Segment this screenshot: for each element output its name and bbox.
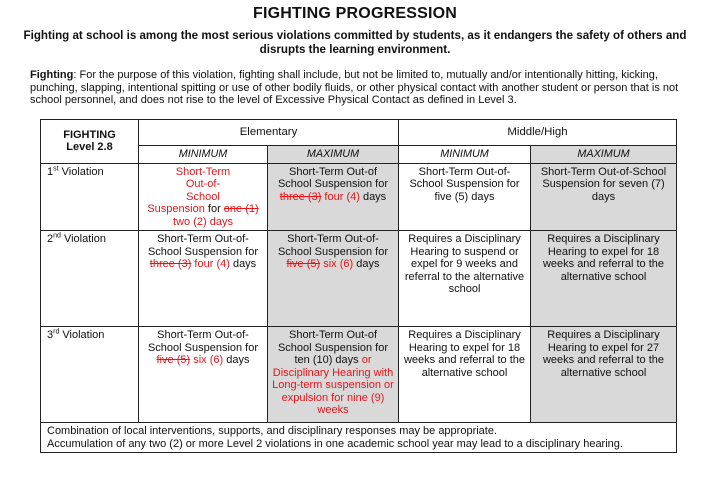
- row-label-3rd-violation: 3rd Violation: [41, 327, 139, 423]
- header-row: [41, 120, 677, 146]
- row-label-2nd-violation: 2nd Violation: [41, 231, 139, 327]
- middle-high-max-cell: Short-Term Out-of-School Suspension for seven (7) days: [531, 163, 677, 231]
- elementary-min-cell: Short-Term Out-of- School Suspension for one (1) two (2) days: [139, 163, 268, 231]
- level-header-line1: FIGHTING: [63, 129, 116, 142]
- level-header-line2: Level 2.8: [66, 141, 113, 154]
- middle-high-min-cell: Requires a Disciplinary Hearing to expel for 18 weeks and referral to the alternative school: [399, 327, 531, 423]
- elementary-maximum-header: MAXIMUM: [268, 146, 399, 164]
- middle-high-max-cell: Requires a Disciplinary Hearing to expel for 27 weeks and referral to the alternative school: [531, 327, 677, 423]
- page-title: FIGHTING PROGRESSION: [252, 5, 457, 22]
- middle-high-minimum-header: MINIMUM: [399, 146, 531, 164]
- lead-statement: Fighting at school is among the most serious violations committed by students, as it endangers the safety of others and disrupts the learning environment.: [23, 29, 687, 56]
- elementary-min-cell: Short-Term Out-of- School Suspension for five (5) six (6) days: [139, 327, 268, 423]
- middle-high-header: Middle/High: [399, 120, 677, 146]
- definition-term: Fighting: [30, 69, 74, 81]
- level-header: [41, 120, 139, 164]
- elementary-header: Elementary: [139, 120, 399, 146]
- elementary-max-cell: Short-Term Out-of School Suspension for three (3) four (4) days: [268, 163, 399, 231]
- middle-high-max-cell: Requires a Disciplinary Hearing to expel for 18 weeks and referral to the alternative school: [531, 231, 677, 327]
- table-row: [41, 327, 677, 423]
- elementary-max-cell: Short-Term Out-of- School Suspension for five (5) six (6) days: [268, 231, 399, 327]
- elementary-max-cell: Short-Term Out-of School Suspension for ten (10) days or Disciplinary Hearing with Long-term suspension or expulsion for nine (9) weeks: [268, 327, 399, 423]
- middle-high-min-cell: Requires a Disciplinary Hearing to suspend or expel for 9 weeks and referral to the alternative school: [399, 231, 531, 327]
- footer-note-2: Accumulation of any two (2) or more Level 2 violations in one academic school year may lead to a disciplinary hearing.: [47, 437, 623, 450]
- elementary-min-cell: Short-Term Out-of- School Suspension for three (3) four (4) days: [139, 231, 268, 327]
- fighting-progression-table: [40, 119, 677, 453]
- definition-text: : For the purpose of this violation, fighting shall include, but not be limited to, mutually and/or intentionally hitting, kicking, punching, slapping, intentional spitting or use of other bodily fluids, or other physical contact with another student or person that is not school personnel, and does not rise to the level of Excessive Physical Contact as defined in Level 3.: [30, 69, 679, 107]
- table-row: [41, 163, 677, 231]
- footer-notes: [41, 423, 677, 453]
- fighting-definition: [30, 69, 700, 107]
- elementary-minimum-header: MINIMUM: [139, 146, 268, 164]
- middle-high-min-cell: Short-Term Out-of- School Suspension for five (5) days: [399, 163, 531, 231]
- row-label-1st-violation: 1st Violation: [41, 163, 139, 231]
- footer-note-1: Combination of local interventions, supports, and disciplinary responses may be appropriate.: [47, 425, 498, 437]
- middle-high-maximum-header: MAXIMUM: [531, 146, 677, 164]
- footer-row: [41, 423, 677, 453]
- table-row: [41, 231, 677, 327]
